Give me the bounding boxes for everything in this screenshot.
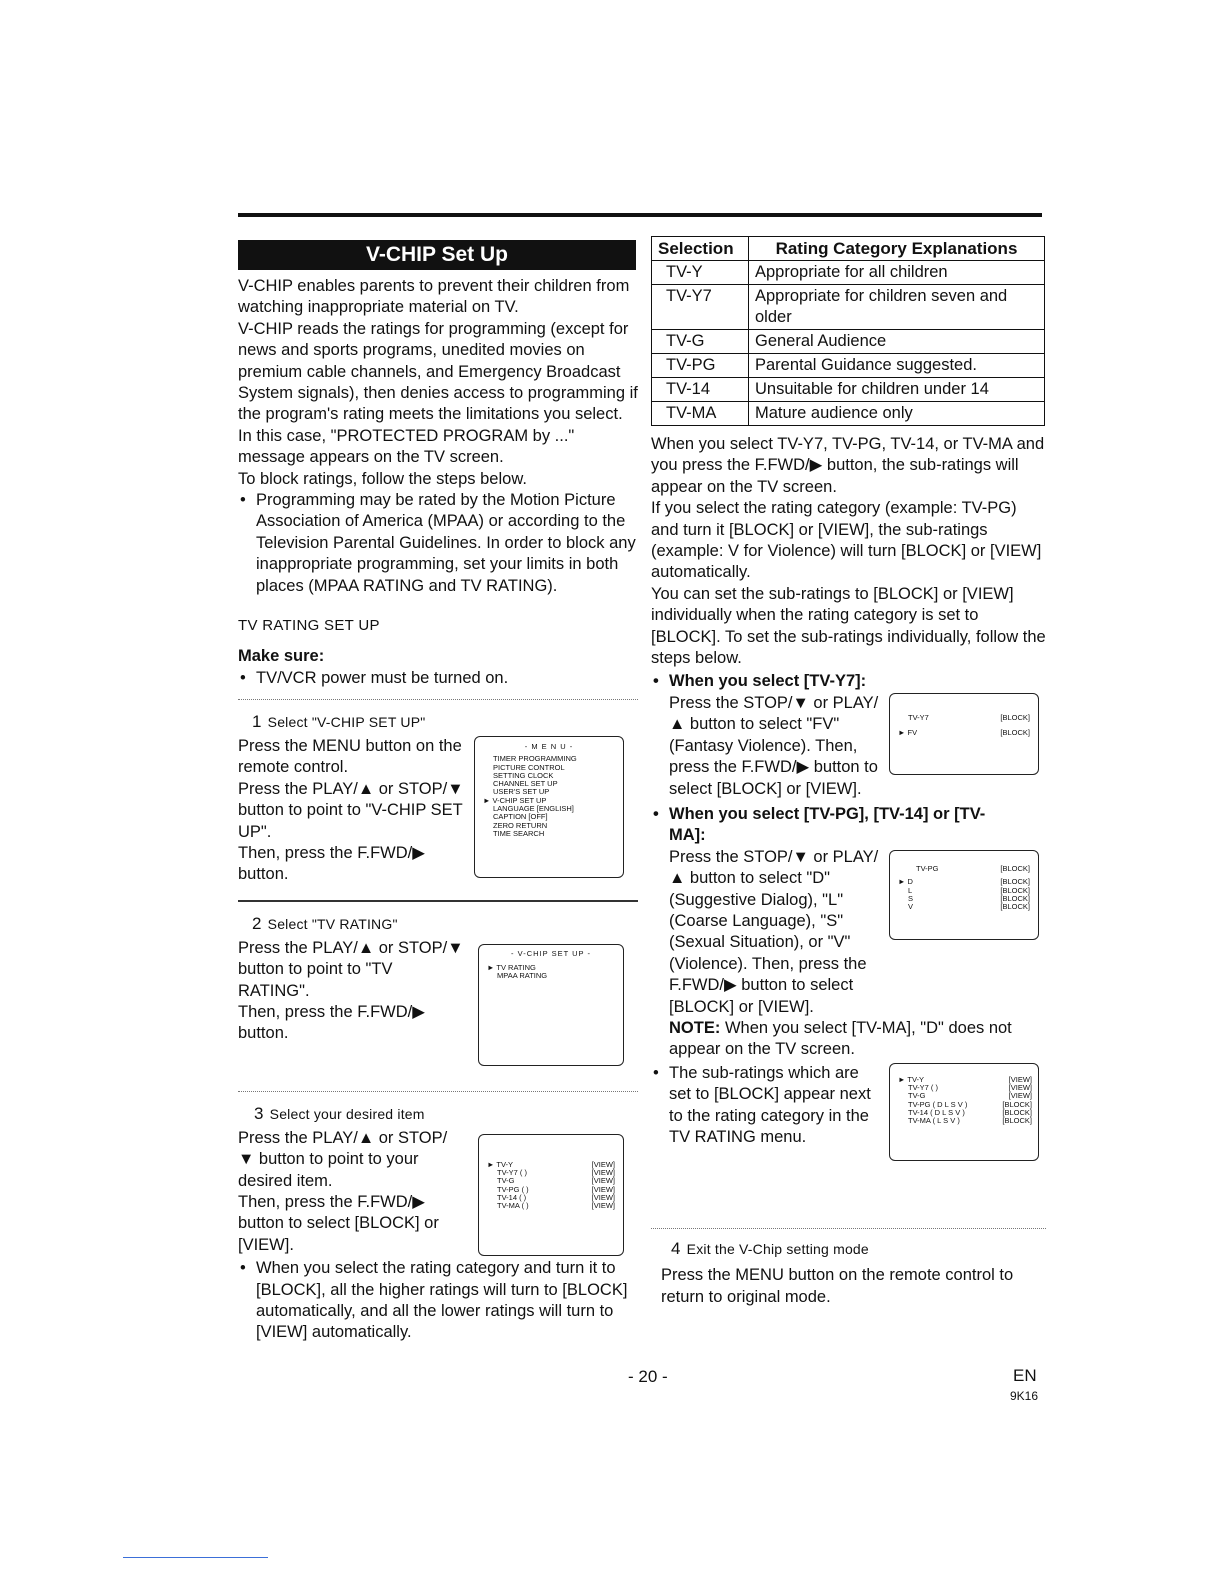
bullet-icon: • bbox=[653, 804, 659, 823]
screen-row: TV-Y7 ( ) [VIEW] bbox=[497, 1168, 615, 1178]
screen-line: ► V-CHIP SET UP bbox=[483, 795, 547, 805]
screen-row: TV-PG ( ) [VIEW] bbox=[497, 1184, 615, 1194]
step-body: Press the MENU button on the remote control. bbox=[238, 736, 462, 777]
step-body: Then, press the F.FWD/▶ button to select [BLOCK] or [VIEW]. bbox=[238, 1193, 439, 1254]
bottom-line bbox=[123, 1557, 268, 1558]
right-paragraph-3: You can set the sub-ratings to [BLOCK] or [VIEW] individually when the rating category is set to [BLOCK]. To set the sub-ratings individually, follow the steps below. bbox=[651, 584, 1046, 668]
step-body: Then, press the F.FWD/▶ button. bbox=[238, 843, 425, 884]
screen-row: TV-MA ( L S V ) [BLOCK] bbox=[908, 1116, 1032, 1126]
intro-paragraph-3: To block ratings, follow the steps below. bbox=[238, 469, 527, 488]
tvpg-body: Press the STOP/▼ or PLAY/▲ button to select "D"(Suggestive Dialog), "L"(Coarse Language), "S"(Sexual Situation), or "V"(Violence). Then, press the F.FWD/▶ button to select [BLOCK] or [VIEW]. bbox=[669, 847, 879, 1016]
step-title: 2 Select "TV RATING" bbox=[252, 913, 398, 933]
step-4 bbox=[651, 1239, 1046, 1308]
bullet-icon: • bbox=[653, 672, 659, 691]
make-sure-label: Make sure: bbox=[238, 647, 325, 666]
right-column bbox=[651, 236, 1046, 1308]
step-title: 4 Exit the V-Chip setting mode bbox=[671, 1239, 869, 1259]
screen-line: SETTING CLOCK bbox=[493, 770, 554, 780]
section-heading: TV RATING SET UP bbox=[238, 617, 380, 635]
step-title: 1 Select "V-CHIP SET UP" bbox=[252, 711, 426, 731]
table-row bbox=[652, 378, 1045, 402]
screen-row: TV-PG ( D L S V ) [BLOCK] bbox=[908, 1099, 1032, 1109]
table-row bbox=[652, 402, 1045, 426]
screen-row: TV-G [VIEW] bbox=[497, 1176, 615, 1186]
step-body: Then, press the F.FWD/▶ button. bbox=[238, 1002, 425, 1043]
tv-screen-tvy7 bbox=[889, 693, 1039, 775]
bullet-icon: • bbox=[240, 668, 246, 687]
screen-row: ► TV-Y [VIEW] bbox=[487, 1159, 615, 1169]
table-cell: TV-14 bbox=[652, 378, 749, 402]
table-header-selection: Selection bbox=[652, 237, 749, 261]
step-number: 2 bbox=[252, 913, 262, 933]
step-number: 1 bbox=[252, 711, 262, 731]
table-cell: TV-MA bbox=[652, 402, 749, 426]
table-cell: Unsuitable for children under 14 bbox=[749, 378, 1045, 402]
screen-row: TV-Y7 ( ) [VIEW] bbox=[908, 1083, 1032, 1093]
table-cell: TV-G bbox=[652, 330, 749, 354]
subratings-block bbox=[651, 1063, 1046, 1149]
table-cell: TV-PG bbox=[652, 354, 749, 378]
model-code: 9K16 bbox=[1010, 1389, 1039, 1403]
table-cell: General Audience bbox=[749, 330, 1045, 354]
step-number: 4 bbox=[671, 1239, 681, 1259]
divider bbox=[238, 699, 638, 700]
screen-row: TV-MA ( ) [VIEW] bbox=[497, 1201, 615, 1211]
divider bbox=[651, 1228, 1046, 1229]
tv-screen-tvpg bbox=[889, 850, 1039, 940]
right-paragraph-2: If you select the rating category (example: TV-PG) and turn it [BLOCK] or [VIEW], the sub-ratings (example: V for Violence) will turn [BLOCK] or [VIEW] automatically. bbox=[651, 499, 1042, 582]
screen-row: ► D [BLOCK] bbox=[898, 877, 1030, 887]
screen-line: TIMER PROGRAMMING bbox=[493, 754, 577, 764]
screen-line: PICTURE CONTROL bbox=[493, 762, 565, 772]
screen-header: - M E N U - bbox=[524, 741, 574, 751]
tvpg-block bbox=[651, 804, 1046, 1061]
table-cell: Mature audience only bbox=[749, 402, 1045, 426]
step-1 bbox=[238, 712, 638, 886]
intro-paragraph-2: V-CHIP reads the ratings for programming (except for news and sports programs, unedited movies on premium cable channels, and Emergency Broadcast System signals), then denies access to programming if the program's rating meets the limitations you select. In this case, "PROTECTED PROGRAM by ..." message appears on the TV screen. bbox=[238, 319, 638, 467]
tv-screen-menu bbox=[474, 736, 624, 878]
intro-bullet: • Programming may be rated by the Motion Picture Association of America (MPAA) or according to the Television Parental Guidelines. In order to block any inappropriate programming, set your limits in both places (MPAA RATING and TV RATING). bbox=[240, 491, 636, 595]
step-body: Press the MENU button on the remote control to return to original mode. bbox=[661, 1266, 1014, 1306]
screen-row: S [BLOCK] bbox=[908, 893, 1030, 903]
table-cell: Appropriate for children seven and older bbox=[749, 285, 1045, 330]
tv-screen-vchip bbox=[478, 944, 624, 1066]
page-number: - 20 - bbox=[628, 1367, 668, 1386]
screen-row: ► TV-Y [VIEW] bbox=[898, 1074, 1032, 1084]
table-cell: Parental Guidance suggested. bbox=[749, 354, 1045, 378]
screen-row: L [BLOCK] bbox=[908, 885, 1030, 895]
step-title: 3 Select your desired item bbox=[254, 1103, 425, 1123]
screen-line: ► TV RATING bbox=[487, 963, 536, 973]
tv-screen-subratings bbox=[889, 1063, 1039, 1161]
step-number: 3 bbox=[254, 1103, 264, 1123]
tv-screen-rating-list bbox=[478, 1134, 624, 1256]
table-header-row bbox=[652, 237, 1045, 261]
tvy7-body: Press the STOP/▼ or PLAY/▲ button to select "FV" (Fantasy Violence). Then, press the F.FWD/▶ button to select [BLOCK] or [VIEW]. bbox=[669, 693, 879, 798]
left-column bbox=[238, 240, 638, 1344]
screen-line: CAPTION [OFF] bbox=[493, 812, 548, 822]
table-cell: TV-Y bbox=[652, 261, 749, 285]
screen-row: TV-Y7 [BLOCK] bbox=[908, 713, 1030, 723]
tvpg-heading: • When you select [TV-PG], [TV-14] or [TV-MA]: bbox=[653, 804, 986, 845]
step-body: Press the PLAY/▲ or STOP/▼ button to point to your desired item. bbox=[238, 1128, 448, 1190]
screen-row: ► FV [BLOCK] bbox=[898, 727, 1030, 737]
table-row bbox=[652, 354, 1045, 378]
bullet-icon: • bbox=[240, 491, 246, 510]
table-row bbox=[652, 330, 1045, 354]
screen-line: MPAA RATING bbox=[497, 971, 548, 981]
step-body: Press the PLAY/▲ or STOP/▼ button to point to "TV RATING". bbox=[238, 938, 464, 1000]
screen-line: TIME SEARCH bbox=[493, 828, 545, 838]
step-body: Press the PLAY/▲ or STOP/▼ button to point to "V-CHIP SET UP". bbox=[238, 779, 464, 841]
screen-row: TV-PG [BLOCK] bbox=[916, 863, 1030, 873]
divider bbox=[238, 1091, 638, 1092]
rating-table bbox=[651, 236, 1045, 426]
table-cell: TV-Y7 bbox=[652, 285, 749, 330]
tvy7-heading: • When you select [TV-Y7]: bbox=[651, 671, 1046, 692]
table-row bbox=[652, 261, 1045, 285]
screen-row: TV-14 ( D L S V ) [BLOCK] bbox=[908, 1107, 1032, 1117]
screen-row: TV-14 ( ) [VIEW] bbox=[497, 1192, 615, 1202]
subratings-bullet: • The sub-ratings which are set to [BLOCK] appear next to the rating category in the TV RATING menu. bbox=[653, 1063, 871, 1146]
screen-line: ZERO RETURN bbox=[493, 820, 548, 830]
intro-paragraph-1: V-CHIP enables parents to prevent their children from watching inappropriate material on TV. bbox=[238, 277, 630, 317]
make-sure-bullet: • TV/VCR power must be turned on. bbox=[238, 668, 638, 689]
tvy7-block bbox=[651, 671, 1046, 799]
tvpg-note: NOTE: When you select [TV-MA], "D" does not appear on the TV screen. bbox=[669, 1018, 1012, 1059]
table-row bbox=[652, 285, 1045, 330]
bullet-icon: • bbox=[653, 1063, 659, 1082]
table-cell: Appropriate for all children bbox=[749, 261, 1045, 285]
top-rule bbox=[238, 213, 1042, 217]
step-3 bbox=[238, 1104, 638, 1256]
divider bbox=[238, 900, 638, 902]
language-code: EN bbox=[1013, 1366, 1037, 1385]
bullet-icon: • bbox=[240, 1259, 246, 1278]
screen-line: LANGUAGE [ENGLISH] bbox=[493, 803, 574, 813]
screen-header: - V-CHIP SET UP - bbox=[511, 948, 591, 958]
screen-row: V [BLOCK] bbox=[908, 902, 1030, 912]
step-2 bbox=[238, 914, 638, 1045]
screen-line: USER'S SET UP bbox=[493, 787, 550, 797]
right-paragraph-1: When you select TV-Y7, TV-PG, TV-14, or TV-MA and you press the F.FWD/▶ button, the sub-ratings will appear on the TV screen. bbox=[651, 435, 1045, 496]
screen-row: TV-G [VIEW] bbox=[908, 1091, 1032, 1101]
step-3-bullet: • When you select the rating category and turn it to [BLOCK], all the higher ratings will turn to [BLOCK] automatically, and all the lower ratings will turn to [VIEW] automatically. bbox=[240, 1259, 628, 1342]
screen-line: CHANNEL SET UP bbox=[493, 779, 558, 789]
page-title: V-CHIP Set Up bbox=[238, 240, 636, 270]
table-header-explanations: Rating Category Explanations bbox=[749, 237, 1045, 261]
